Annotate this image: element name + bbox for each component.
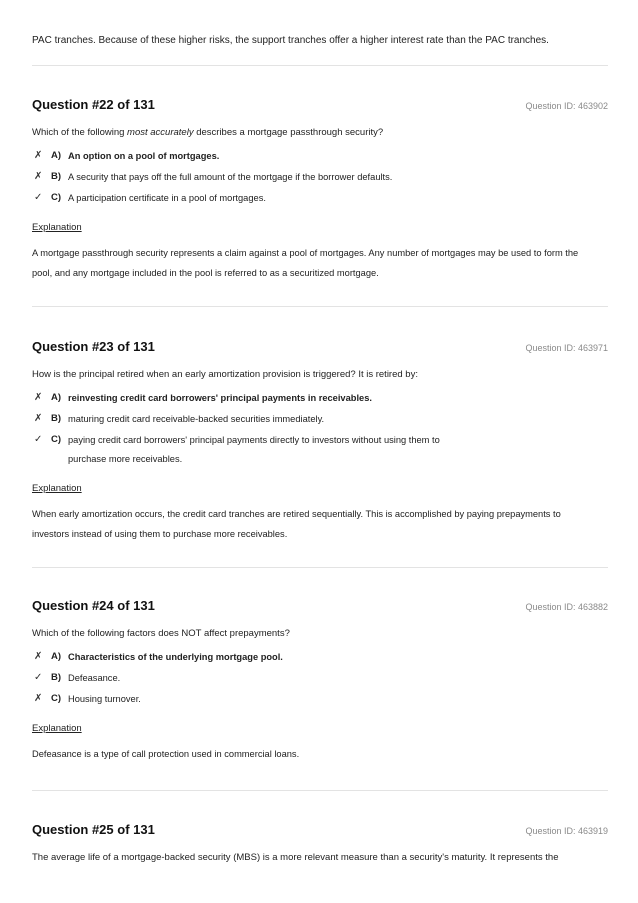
explanation-label: Explanation [32,483,82,494]
question-title: Question #22 of 131 [32,97,155,112]
explanation-text: A mortgage passthrough security represents a claim against a pool of mortgages. Any number of mortgages may be used to form the pool, and any mortgage included in the pool is referred to as a securitized mortgage. [32,248,579,278]
option-letter: C) [51,434,62,445]
option-letter: B) [51,171,62,182]
cross-icon: ✗ [34,693,43,704]
question-id: Question ID: 463902 [525,101,608,111]
answer-options [32,390,608,472]
option-letter: C) [51,693,62,704]
explanation-text: When early amortization occurs, the credit card tranches are retired sequentially. This is accomplished by paying prepayments to investors instead of using them to purchase more receivables. [32,509,561,539]
cross-icon: ✗ [34,413,43,424]
question-title: Question #24 of 131 [32,598,155,613]
option-letter: C) [51,192,62,203]
question-text [32,126,608,139]
question-22 [32,97,608,283]
answer-option-b[interactable] [32,169,608,190]
answer-option-a[interactable] [32,649,608,670]
question-title: Question #23 of 131 [32,339,155,354]
option-text-line: purchase more receivables. [68,454,183,464]
divider [32,790,608,791]
explanation-text: Defeasance is a type of call protection used in commercial loans. [32,749,300,759]
option-letter: A) [51,651,62,662]
question-header [32,339,608,357]
cross-icon: ✗ [34,392,43,403]
question-text-part: describes a mortgage passthrough security? [193,127,384,138]
question-text-part: Which of the following [32,127,128,138]
option-letter: B) [51,413,62,424]
option-letter: A) [51,150,62,161]
question-24 [32,598,608,764]
cross-icon: ✗ [34,171,43,182]
question-header [32,822,608,840]
answer-option-c[interactable] [32,190,608,211]
option-text: Characteristics of the underlying mortgage pool. [68,652,283,662]
question-text: How is the principal retired when an early amortization provision is triggered? It is retired by: [32,369,418,380]
intro-text: PAC tranches. Because of these higher risks, the support tranches offer a higher interest rate than the PAC tranches. [32,35,549,46]
option-text-line: paying credit card borrowers' principal payments directly to investors without using them to [68,435,440,445]
option-text: reinvesting credit card borrowers' principal payments in receivables. [68,393,372,403]
question-id: Question ID: 463882 [525,602,608,612]
explanation-label: Explanation [32,222,82,233]
option-text: maturing credit card receivable-backed securities immediately. [68,414,325,424]
answer-option-c[interactable] [32,432,608,472]
question-id: Question ID: 463971 [525,343,608,353]
answer-option-b[interactable] [32,411,608,432]
divider [32,65,608,66]
explanation-label: Explanation [32,723,82,734]
answer-options [32,649,608,712]
check-icon: ✓ [34,192,43,203]
question-25 [32,822,608,864]
question-header [32,97,608,115]
answer-option-a[interactable] [32,148,608,169]
option-text: Housing turnover. [68,694,141,704]
question-id: Question ID: 463919 [525,826,608,836]
option-text: Defeasance. [68,673,121,683]
question-23 [32,339,608,544]
question-text: Which of the following factors does NOT affect prepayments? [32,628,290,639]
check-icon: ✓ [34,672,43,683]
check-icon: ✓ [34,434,43,445]
option-text: A security that pays off the full amount of the mortgage if the borrower defaults. [68,172,393,182]
divider [32,567,608,568]
answer-options [32,148,608,211]
cross-icon: ✗ [34,150,43,161]
answer-option-a[interactable] [32,390,608,411]
question-title: Question #25 of 131 [32,822,155,837]
option-letter: B) [51,672,62,683]
answer-option-c[interactable] [32,691,608,712]
option-text: A participation certificate in a pool of mortgages. [68,193,266,203]
divider [32,306,608,307]
answer-option-b[interactable] [32,670,608,691]
option-text: An option on a pool of mortgages. [68,151,220,161]
cross-icon: ✗ [34,651,43,662]
question-text-emphasis: most accurately [127,127,194,138]
question-text: The average life of a mortgage-backed security (MBS) is a more relevant measure than a security's maturity. It represents the [32,852,559,863]
option-letter: A) [51,392,62,403]
question-header [32,598,608,616]
